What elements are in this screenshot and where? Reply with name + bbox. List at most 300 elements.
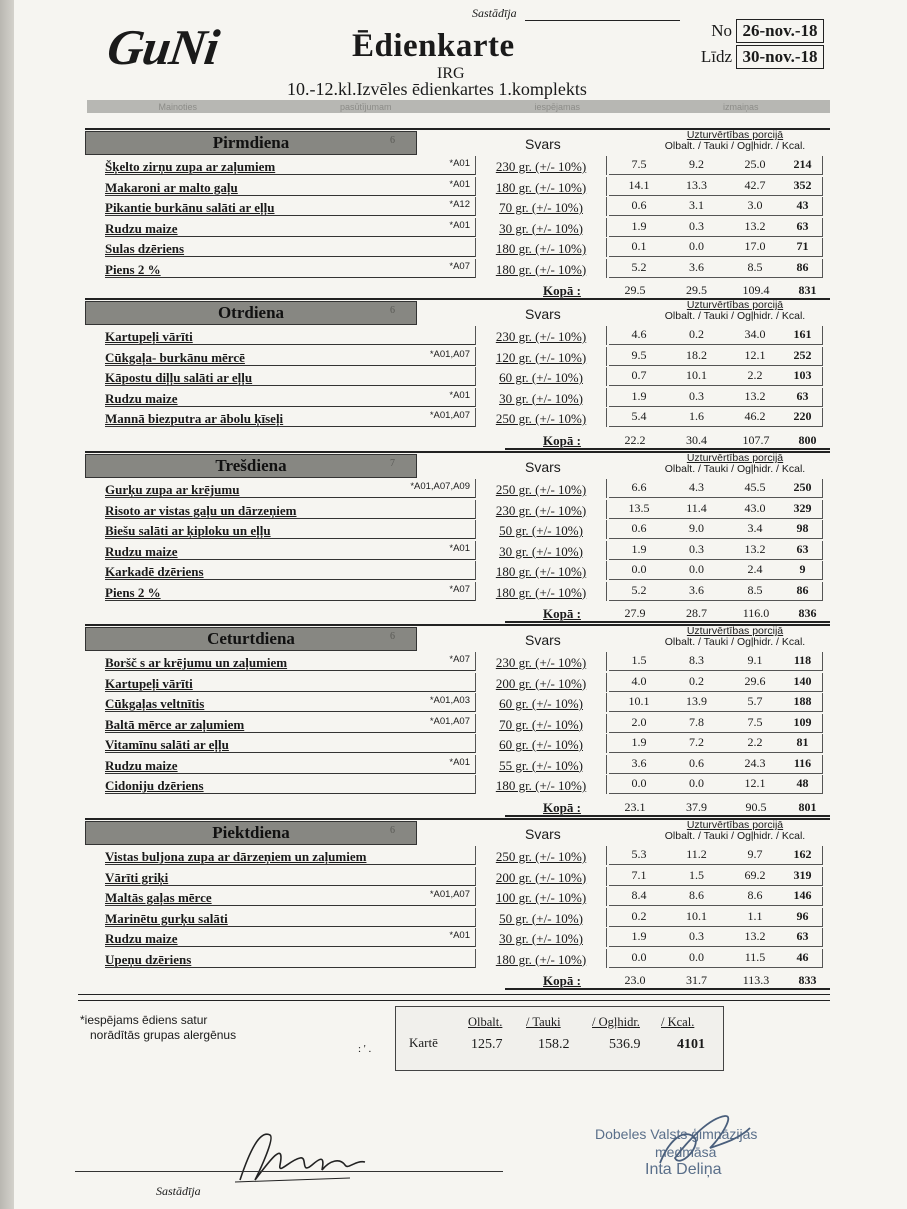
protein-value: 5.4 (631, 409, 647, 423)
dish-name: Kāpostu diļļu salāti ar eļļu (105, 370, 475, 386)
svars-header: Svars (525, 136, 561, 152)
day-section (85, 451, 830, 624)
dish-name: Vārīti griķi (105, 870, 475, 886)
komplekts-title: 10.-12.kl.Izvēles ēdienkartes 1.komplekts (287, 79, 587, 99)
kcal-value: 98 (796, 521, 809, 535)
fat-value: 10.1 (686, 368, 707, 382)
portion-weight-text: 30 gr. (+/- 10%) (499, 220, 583, 236)
dish-name: Rudzu maize (105, 221, 475, 237)
total-carb: 107.7 (742, 432, 770, 447)
menu-item-row (85, 520, 830, 541)
menu-rows (85, 479, 830, 602)
portion-weight (475, 156, 607, 175)
dish-name: Biešu salāti ar ķiploku un eļļu (105, 523, 475, 539)
portion-weight (475, 734, 607, 753)
portion-weight (475, 238, 607, 257)
menu-rows (85, 846, 830, 969)
portion-weight (475, 887, 607, 906)
total-kcal: 801 (798, 799, 817, 814)
nutrition-title: Uzturvērtības porcijā (686, 299, 784, 311)
kcal-value: 86 (796, 582, 809, 597)
protein-value: 14.1 (628, 177, 650, 192)
portion-weight-text: 50 gr. (+/- 10%) (499, 910, 583, 926)
day-section (85, 298, 830, 451)
kopa-label: Kopā : (543, 973, 581, 988)
fat-value: 0.0 (689, 949, 704, 964)
total-kcal: 831 (798, 283, 817, 297)
portion-weight-text: 30 gr. (+/- 10%) (499, 543, 583, 559)
dish-name: Rudzu maize (105, 544, 475, 560)
kcal-value: 252 (793, 347, 812, 362)
portion-weight (475, 652, 607, 671)
protein-value: 0.0 (631, 949, 647, 964)
portion-weight-text: 30 gr. (+/- 10%) (499, 390, 583, 406)
fat-value: 3.1 (689, 198, 704, 212)
portion-weight (475, 673, 607, 692)
day-section (85, 128, 830, 301)
totals-head-oglhidr: / Ogļhidr. (592, 1015, 640, 1029)
total-protein: 27.9 (624, 606, 646, 620)
day-total-row (85, 602, 830, 624)
kcal-value: 162 (793, 847, 812, 861)
day-index: 6 (390, 305, 395, 316)
notice-word: Mainoties (158, 101, 198, 112)
portion-weight-text: 200 gr. (+/- 10%) (495, 869, 587, 885)
kopa-label: Kopā : (543, 432, 581, 448)
portion-weight-text: 250 gr. (+/- 10%) (495, 482, 587, 497)
portion-weight-text: 180 gr. (+/- 10%) (495, 951, 587, 967)
portion-weight (475, 582, 607, 601)
kcal-value: 319 (793, 867, 812, 882)
fat-value: 4.3 (689, 480, 704, 494)
menu-item-row (85, 177, 830, 198)
protein-value: 0.6 (631, 198, 647, 212)
fat-value: 7.2 (689, 735, 704, 749)
kcal-value: 140 (793, 673, 812, 688)
nutrition-header (640, 626, 830, 648)
portion-weight (475, 388, 607, 407)
menu-item-row (85, 846, 830, 867)
kcal-value: 63 (796, 929, 809, 943)
total-protein: 23.0 (624, 973, 646, 987)
sastadija-bottom-label: Sastādīja (156, 1184, 201, 1198)
total-fat: 28.7 (686, 606, 707, 620)
portion-weight (475, 347, 607, 366)
kcal-value: 71 (796, 239, 809, 253)
nutrition-units: Olbalt. / Tauki / Ogļhidr. / Kcal. (664, 463, 806, 475)
lidz-date: 30-nov.-18 (736, 45, 824, 69)
portion-weight-text: 230 gr. (+/- 10%) (495, 329, 587, 344)
menu-item-row (85, 887, 830, 908)
stamp-line-1: Dobeles Valsts ģimnāzijas (595, 1126, 758, 1142)
menu-item-row (85, 238, 830, 259)
fat-value: 11.2 (686, 847, 707, 861)
total-fat: 30.4 (686, 432, 707, 447)
sastadija-top-label: Sastādīja (472, 6, 517, 20)
portion-weight (475, 326, 607, 345)
fat-value: 10.1 (686, 908, 707, 923)
carb-value: 34.0 (744, 327, 766, 341)
portion-weight (475, 928, 607, 947)
kcal-value: 63 (796, 541, 809, 556)
protein-value: 0.0 (631, 562, 647, 576)
protein-value: 5.2 (631, 259, 647, 274)
fat-value: 0.0 (689, 239, 704, 253)
page-title: Ēdienkarte (352, 28, 515, 64)
portion-weight-text: 60 gr. (+/- 10%) (499, 696, 583, 711)
protein-value: 2.0 (631, 714, 647, 729)
lidz-label: Līdz (700, 47, 732, 66)
dish-name: Maltās gaļas mērce (105, 890, 475, 906)
fat-value: 0.2 (689, 673, 704, 688)
allergen-code: *A01 (449, 219, 470, 231)
allergen-code: *A07 (449, 583, 470, 595)
portion-weight-text: 180 gr. (+/- 10%) (495, 241, 587, 256)
notice-bar (87, 100, 830, 113)
svars-header: Svars (525, 306, 561, 322)
fat-value: 0.3 (689, 388, 704, 403)
day-name: Otrdiena (85, 301, 417, 325)
carb-value: 29.6 (744, 673, 766, 688)
day-name: Pirmdiena (85, 131, 417, 155)
portion-weight (475, 218, 607, 237)
menu-item-row (85, 259, 830, 280)
day-name: Trešdiena (85, 454, 417, 478)
portion-weight-text: 180 gr. (+/- 10%) (495, 564, 587, 579)
day-total-row (85, 429, 830, 451)
allergen-code: *A01 (449, 178, 470, 190)
nutrition-units: Olbalt. / Tauki / Ogļhidr. / Kcal. (664, 140, 806, 152)
dish-name: Piens 2 % (105, 585, 475, 601)
total-protein: 29.5 (624, 283, 646, 297)
kopa-label: Kopā : (543, 606, 581, 621)
fat-value: 8.3 (689, 653, 704, 667)
carb-value: 69.2 (744, 867, 766, 882)
fat-value: 7.8 (689, 714, 704, 729)
fat-value: 0.0 (689, 776, 704, 790)
dish-name: Upeņu dzēriens (105, 952, 475, 968)
total-carb: 109.4 (742, 283, 770, 297)
portion-weight-text: 200 gr. (+/- 10%) (495, 675, 587, 691)
kcal-value: 86 (796, 259, 809, 274)
protein-value: 1.9 (631, 388, 647, 403)
stray-marks: : ' . (358, 1043, 372, 1055)
menu-item-row (85, 541, 830, 562)
menu-item-row (85, 388, 830, 409)
menu-item-row (85, 652, 830, 673)
carb-value: 1.1 (747, 908, 763, 923)
kcal-value: 352 (793, 177, 812, 192)
signature-line (75, 1171, 503, 1172)
carb-value: 45.5 (744, 480, 766, 494)
portion-weight-text: 100 gr. (+/- 10%) (495, 890, 587, 905)
kcal-value: 103 (793, 368, 812, 382)
menu-item-row (85, 582, 830, 603)
stamp-name: Inta Deliņa (645, 1161, 722, 1178)
portion-weight-text: 180 gr. (+/- 10%) (495, 261, 587, 277)
day-index: 6 (390, 631, 395, 642)
day-header (85, 298, 830, 326)
portion-weight (475, 367, 607, 386)
day-index: 7 (390, 458, 395, 469)
fat-value: 1.5 (689, 867, 704, 882)
dish-name: Kartupeļi vārīti (105, 329, 475, 345)
protein-value: 0.0 (631, 776, 647, 790)
totals-head-kcal: / Kcal. (661, 1015, 695, 1029)
total-carb: 116.0 (742, 606, 770, 620)
protein-value: 10.1 (628, 694, 650, 708)
menu-item-row (85, 218, 830, 239)
dish-name: Karkadē dzēriens (105, 564, 475, 580)
protein-value: 0.1 (631, 239, 647, 253)
total-protein: 23.1 (624, 799, 646, 814)
day-section (85, 818, 830, 991)
portion-weight (475, 541, 607, 560)
kcal-value: 146 (793, 888, 812, 902)
carb-value: 2.2 (747, 735, 763, 749)
notice-word: iespējamas (534, 101, 581, 112)
day-section (85, 624, 830, 818)
kcal-value: 161 (793, 327, 812, 341)
dish-name: Sulas dzēriens (105, 241, 475, 257)
dish-name: Mannā biezputra ar ābolu ķīseļi (105, 411, 475, 427)
portion-weight (475, 259, 607, 278)
protein-value: 1.9 (631, 218, 647, 233)
portion-weight (475, 520, 607, 539)
protein-value: 7.1 (631, 867, 647, 882)
dish-name: Pikantie burkānu salāti ar eļļu (105, 200, 475, 216)
protein-value: 1.9 (631, 735, 647, 749)
karte-label: Kartē (409, 1035, 438, 1050)
kcal-value: 63 (796, 388, 809, 403)
allergen-code: *A01,A07,A09 (410, 481, 470, 492)
carb-value: 13.2 (744, 388, 766, 403)
handwritten-signature (230, 1120, 370, 1190)
portion-weight (475, 693, 607, 712)
protein-value: 5.2 (631, 582, 647, 597)
dish-name: Risoto ar vistas gaļu un dārzeņiem (105, 503, 475, 519)
menu-item-row (85, 156, 830, 177)
dish-name: Rudzu maize (105, 931, 475, 947)
total-carb: 113.3 (742, 973, 770, 987)
day-header (85, 818, 830, 846)
kcal-value: 250 (793, 480, 812, 494)
carb-value: 12.1 (744, 347, 766, 362)
guni-logo: GuNi (104, 19, 222, 75)
kcal-value: 109 (793, 714, 812, 729)
kopa-label: Kopā : (543, 799, 581, 815)
kcal-value: 9 (799, 562, 806, 576)
fat-value: 11.4 (686, 500, 707, 515)
footnote-line-1: *iespējams ēdiens satur (80, 1013, 208, 1027)
nutrition-header (640, 130, 830, 152)
day-header (85, 451, 830, 479)
nutrition-units: Olbalt. / Tauki / Ogļhidr. / Kcal. (664, 310, 806, 322)
fat-value: 3.6 (689, 582, 704, 597)
allergen-code: *A01 (449, 930, 470, 941)
carb-value: 8.5 (747, 259, 763, 274)
nutrition-units: Olbalt. / Tauki / Ogļhidr. / Kcal. (664, 830, 806, 842)
fat-value: 0.0 (689, 562, 704, 576)
fat-value: 13.3 (686, 177, 707, 192)
dish-name: Cūkgaļa- burkānu mērcē (105, 350, 475, 366)
menu-item-row (85, 755, 830, 776)
fat-value: 0.3 (689, 541, 704, 556)
menu-item-row (85, 693, 830, 714)
portion-weight (475, 775, 607, 794)
day-name: Piektdiena (85, 821, 417, 845)
page-subtitle: IRG (437, 65, 465, 82)
nutrition-title: Uzturvērtības porcijā (686, 625, 784, 637)
allergen-code: *A01,A07 (429, 715, 470, 727)
kcal-value: 188 (793, 694, 812, 708)
kcal-value: 63 (796, 218, 809, 233)
svars-header: Svars (525, 826, 561, 842)
stamp-line-2: medmāsa (655, 1144, 717, 1160)
portion-weight (475, 867, 607, 886)
total-underline (505, 448, 830, 450)
portion-weight-text: 120 gr. (+/- 10%) (495, 349, 587, 365)
menu-item-row (85, 500, 830, 521)
kcal-value: 214 (793, 157, 812, 171)
carb-value: 42.7 (744, 177, 766, 192)
dish-name: Šķelto zirņu zupa ar zaļumiem (105, 159, 475, 175)
total-fat: 37.9 (686, 799, 707, 814)
carb-value: 25.0 (744, 157, 766, 171)
portion-weight-text: 250 gr. (+/- 10%) (495, 849, 587, 864)
menu-rows (85, 652, 830, 796)
nutrition-header (640, 453, 830, 475)
nutrition-header (640, 300, 830, 322)
svars-header: Svars (525, 632, 561, 648)
day-index: 6 (390, 825, 395, 836)
page-edge (0, 0, 14, 1209)
menu-item-row (85, 949, 830, 970)
totals-head-olbalt: Olbalt. (468, 1015, 503, 1029)
total-kcal: 4101 (677, 1037, 705, 1052)
dish-name: Vitamīnu salāti ar eļļu (105, 737, 475, 753)
sastadija-top-line (525, 20, 680, 21)
carb-value: 2.2 (747, 368, 763, 382)
protein-value: 3.6 (631, 755, 647, 770)
protein-value: 0.7 (631, 368, 647, 382)
kcal-value: 43 (796, 198, 809, 212)
menu-item-row (85, 197, 830, 218)
allergen-code: *A01,A07 (429, 889, 470, 900)
carb-value: 3.0 (747, 198, 763, 212)
allergen-code: *A01,A03 (429, 695, 470, 706)
fat-value: 13.9 (686, 694, 707, 708)
protein-value: 6.6 (631, 480, 647, 494)
portion-weight (475, 479, 607, 498)
portion-weight-text: 180 gr. (+/- 10%) (495, 179, 587, 195)
protein-value: 4.6 (631, 327, 647, 341)
carb-value: 12.1 (744, 776, 766, 790)
total-underline (505, 815, 830, 817)
portion-weight (475, 755, 607, 774)
notice-word: izmaiņas (722, 101, 759, 112)
protein-value: 4.0 (631, 673, 647, 688)
day-header (85, 624, 830, 652)
portion-weight-text: 30 gr. (+/- 10%) (499, 931, 583, 946)
allergen-code: *A01,A07 (429, 348, 470, 360)
portion-weight (475, 561, 607, 580)
carb-value: 9.1 (747, 653, 763, 667)
fat-value: 9.0 (689, 521, 704, 535)
total-oglhidr: 536.9 (609, 1037, 641, 1052)
carb-value: 7.5 (747, 714, 763, 729)
carb-value: 17.0 (744, 239, 766, 253)
portion-weight-text: 60 gr. (+/- 10%) (499, 737, 583, 752)
portion-weight (475, 908, 607, 927)
day-total-row (85, 969, 830, 991)
notice-word: pasūtījumam (339, 101, 392, 112)
total-underline (505, 988, 830, 990)
fat-value: 0.6 (689, 755, 704, 770)
weekly-totals-box (395, 1006, 724, 1071)
portion-weight-text: 180 gr. (+/- 10%) (495, 778, 587, 793)
carb-value: 43.0 (744, 500, 766, 515)
dish-name: Cūkgaļas veltnītis (105, 696, 475, 712)
nutrition-header (640, 820, 830, 842)
allergen-code: *A12 (449, 199, 470, 210)
fat-value: 0.3 (689, 929, 704, 943)
menu-item-row (85, 347, 830, 368)
kcal-value: 81 (796, 735, 809, 749)
menu-item-row (85, 367, 830, 388)
protein-value: 0.2 (631, 908, 647, 923)
kcal-value: 46 (796, 949, 809, 964)
carb-value: 8.5 (747, 582, 763, 597)
portion-weight (475, 949, 607, 968)
fat-value: 8.6 (689, 888, 704, 902)
allergen-code: *A01 (449, 389, 470, 401)
svars-header: Svars (525, 459, 561, 475)
allergen-code: *A01 (449, 542, 470, 554)
kcal-value: 96 (796, 908, 809, 923)
carb-value: 13.2 (744, 929, 766, 943)
day-header (85, 128, 830, 156)
carb-value: 13.2 (744, 218, 766, 233)
total-kcal: 800 (798, 432, 817, 447)
portion-weight-text: 70 gr. (+/- 10%) (499, 716, 583, 732)
nutrition-title: Uzturvērtības porcijā (686, 129, 784, 141)
kcal-value: 329 (793, 500, 812, 515)
kcal-value: 48 (796, 776, 809, 790)
menu-item-row (85, 673, 830, 694)
protein-value: 1.9 (631, 541, 647, 556)
fat-value: 3.6 (689, 259, 704, 274)
protein-value: 5.3 (631, 847, 647, 861)
carb-value: 46.2 (744, 409, 766, 423)
dish-name: Piens 2 % (105, 262, 475, 278)
allergen-code: *A07 (449, 260, 470, 272)
total-carb: 90.5 (745, 799, 767, 814)
allergen-footnote (80, 1013, 236, 1043)
portion-weight-text: 60 gr. (+/- 10%) (499, 370, 583, 385)
dish-name: Makaroni ar malto gaļu (105, 180, 475, 196)
portion-weight (475, 846, 607, 865)
total-protein: 22.2 (624, 432, 646, 447)
dish-name: Cidoniju dzēriens (105, 778, 475, 794)
total-tauki: 158.2 (538, 1037, 570, 1052)
date-range (678, 18, 824, 70)
total-kcal: 836 (798, 606, 817, 620)
carb-value: 3.4 (747, 521, 763, 535)
menu-item-row (85, 326, 830, 347)
nutrition-units: Olbalt. / Tauki / Ogļhidr. / Kcal. (664, 636, 806, 648)
fat-value: 0.3 (689, 218, 704, 233)
